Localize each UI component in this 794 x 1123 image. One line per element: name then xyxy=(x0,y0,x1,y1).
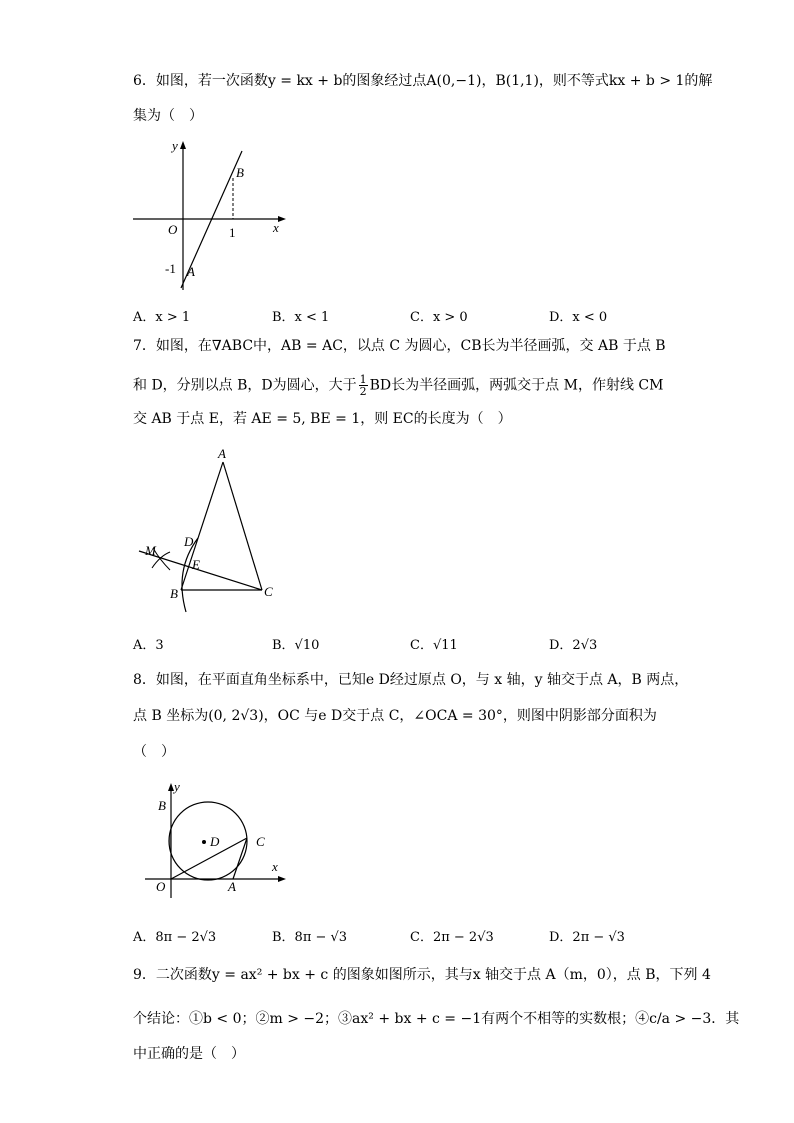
label-B: B xyxy=(236,165,244,180)
q7-option-b[interactable]: B．√10 xyxy=(272,638,320,653)
q8-stem-line3: （ ） xyxy=(133,744,175,760)
q8-option-d[interactable]: D．2π − √3 xyxy=(549,930,625,945)
label-A: A xyxy=(187,264,195,279)
q8-stem-line2: 点 B 坐标为(0, 2√3)，OC 与e D交于点 C，∠OCA = 30°，则图中阴影部分面积为 xyxy=(133,708,657,724)
q7-fraction xyxy=(359,374,368,397)
q7-stem-line1: 7．如图，在∇ABC中，AB = AC，以点 C 为圆心，CB长为半径画弧，交 AB 于点 B xyxy=(133,338,666,354)
x-axis-arrow xyxy=(278,216,286,222)
q7-line2-start: 和 D，分别以点 B，D为圆心，大于 xyxy=(133,377,357,394)
label-x: x xyxy=(273,220,279,235)
q7-figure xyxy=(130,440,290,615)
label-x: x xyxy=(272,859,278,874)
label-y: y xyxy=(174,779,180,794)
q6-figure xyxy=(125,135,295,295)
label-A: A xyxy=(228,879,236,894)
side-ac xyxy=(223,462,262,590)
label-B: B xyxy=(170,586,178,601)
shaded-bottom-segment xyxy=(171,879,233,899)
q7-stem-line2 xyxy=(133,374,663,397)
q7-frac-num: 1 xyxy=(359,373,367,386)
q9-stem-line2: 个结论：①b < 0；②m > −2；③ax² + bx + c = −1有两个不相等的实数根；④c/a > −3．其 xyxy=(133,1011,740,1027)
center-point xyxy=(202,840,206,844)
q9-stem-line3: 中正确的是（ ） xyxy=(133,1046,245,1062)
circle-d xyxy=(169,802,247,880)
label-A: A xyxy=(218,446,226,461)
q8-stem-line1: 8．如图，在平面直角坐标系中，已知e D经过原点 O，与 x 轴，y 轴交于点 A，B 两点， xyxy=(133,672,689,688)
label-O: O xyxy=(156,879,166,894)
label-E: E xyxy=(192,557,200,572)
label-M: M xyxy=(145,543,156,558)
label-C: C xyxy=(256,834,265,849)
label-neg1: -1 xyxy=(165,261,176,276)
label-one: 1 xyxy=(229,225,236,240)
q6-stem-line1: 6．如图，若一次函数y = kx + b的图象经过点A(0,−1)，B(1,1)，则不等式kx + b > 1的解 xyxy=(133,73,713,89)
shaded-left-segment xyxy=(150,780,171,880)
q6-option-c[interactable]: C．x > 0 xyxy=(410,310,468,325)
q7-frac-den: 2 xyxy=(359,385,367,398)
label-D: D xyxy=(184,534,194,549)
q6-option-b[interactable]: B．x < 1 xyxy=(272,310,330,325)
q7-option-c[interactable]: C．√11 xyxy=(410,638,458,653)
q8-option-b[interactable]: B．8π − √3 xyxy=(272,930,348,945)
arc-centered-c xyxy=(182,538,198,612)
q6-option-a[interactable]: A．x > 1 xyxy=(133,310,191,325)
q6-stem-line2: 集为（ ） xyxy=(133,108,203,124)
label-B: B xyxy=(158,798,166,813)
label-y: y xyxy=(172,138,178,153)
label-D: D xyxy=(210,834,220,849)
q8-option-a[interactable]: A．8π − 2√3 xyxy=(133,930,217,945)
ray-cm xyxy=(139,551,262,590)
label-O: O xyxy=(168,222,178,237)
x-axis-arrow xyxy=(278,876,286,882)
y-axis-arrow xyxy=(180,141,186,149)
q7-option-a[interactable]: A．3 xyxy=(133,638,164,653)
q9-stem-line1: 9．二次函数y = ax² + bx + c 的图象如图所示，其与x 轴交于点 A（m，0），点 B，下列 4 xyxy=(133,967,711,983)
q8-option-c[interactable]: C．2π − 2√3 xyxy=(410,930,494,945)
q6-option-d[interactable]: D．x < 0 xyxy=(549,310,608,325)
q7-option-d[interactable]: D．2√3 xyxy=(549,638,598,653)
q8-figure xyxy=(135,775,295,905)
q7-line2-rest: BD长为半径画弧，两弧交于点 M，作射线 CM xyxy=(369,377,664,394)
label-C: C xyxy=(264,584,273,599)
q7-stem-line3: 交 AB 于点 E，若 AE = 5, BE = 1，则 EC的长度为（ ） xyxy=(133,411,512,427)
